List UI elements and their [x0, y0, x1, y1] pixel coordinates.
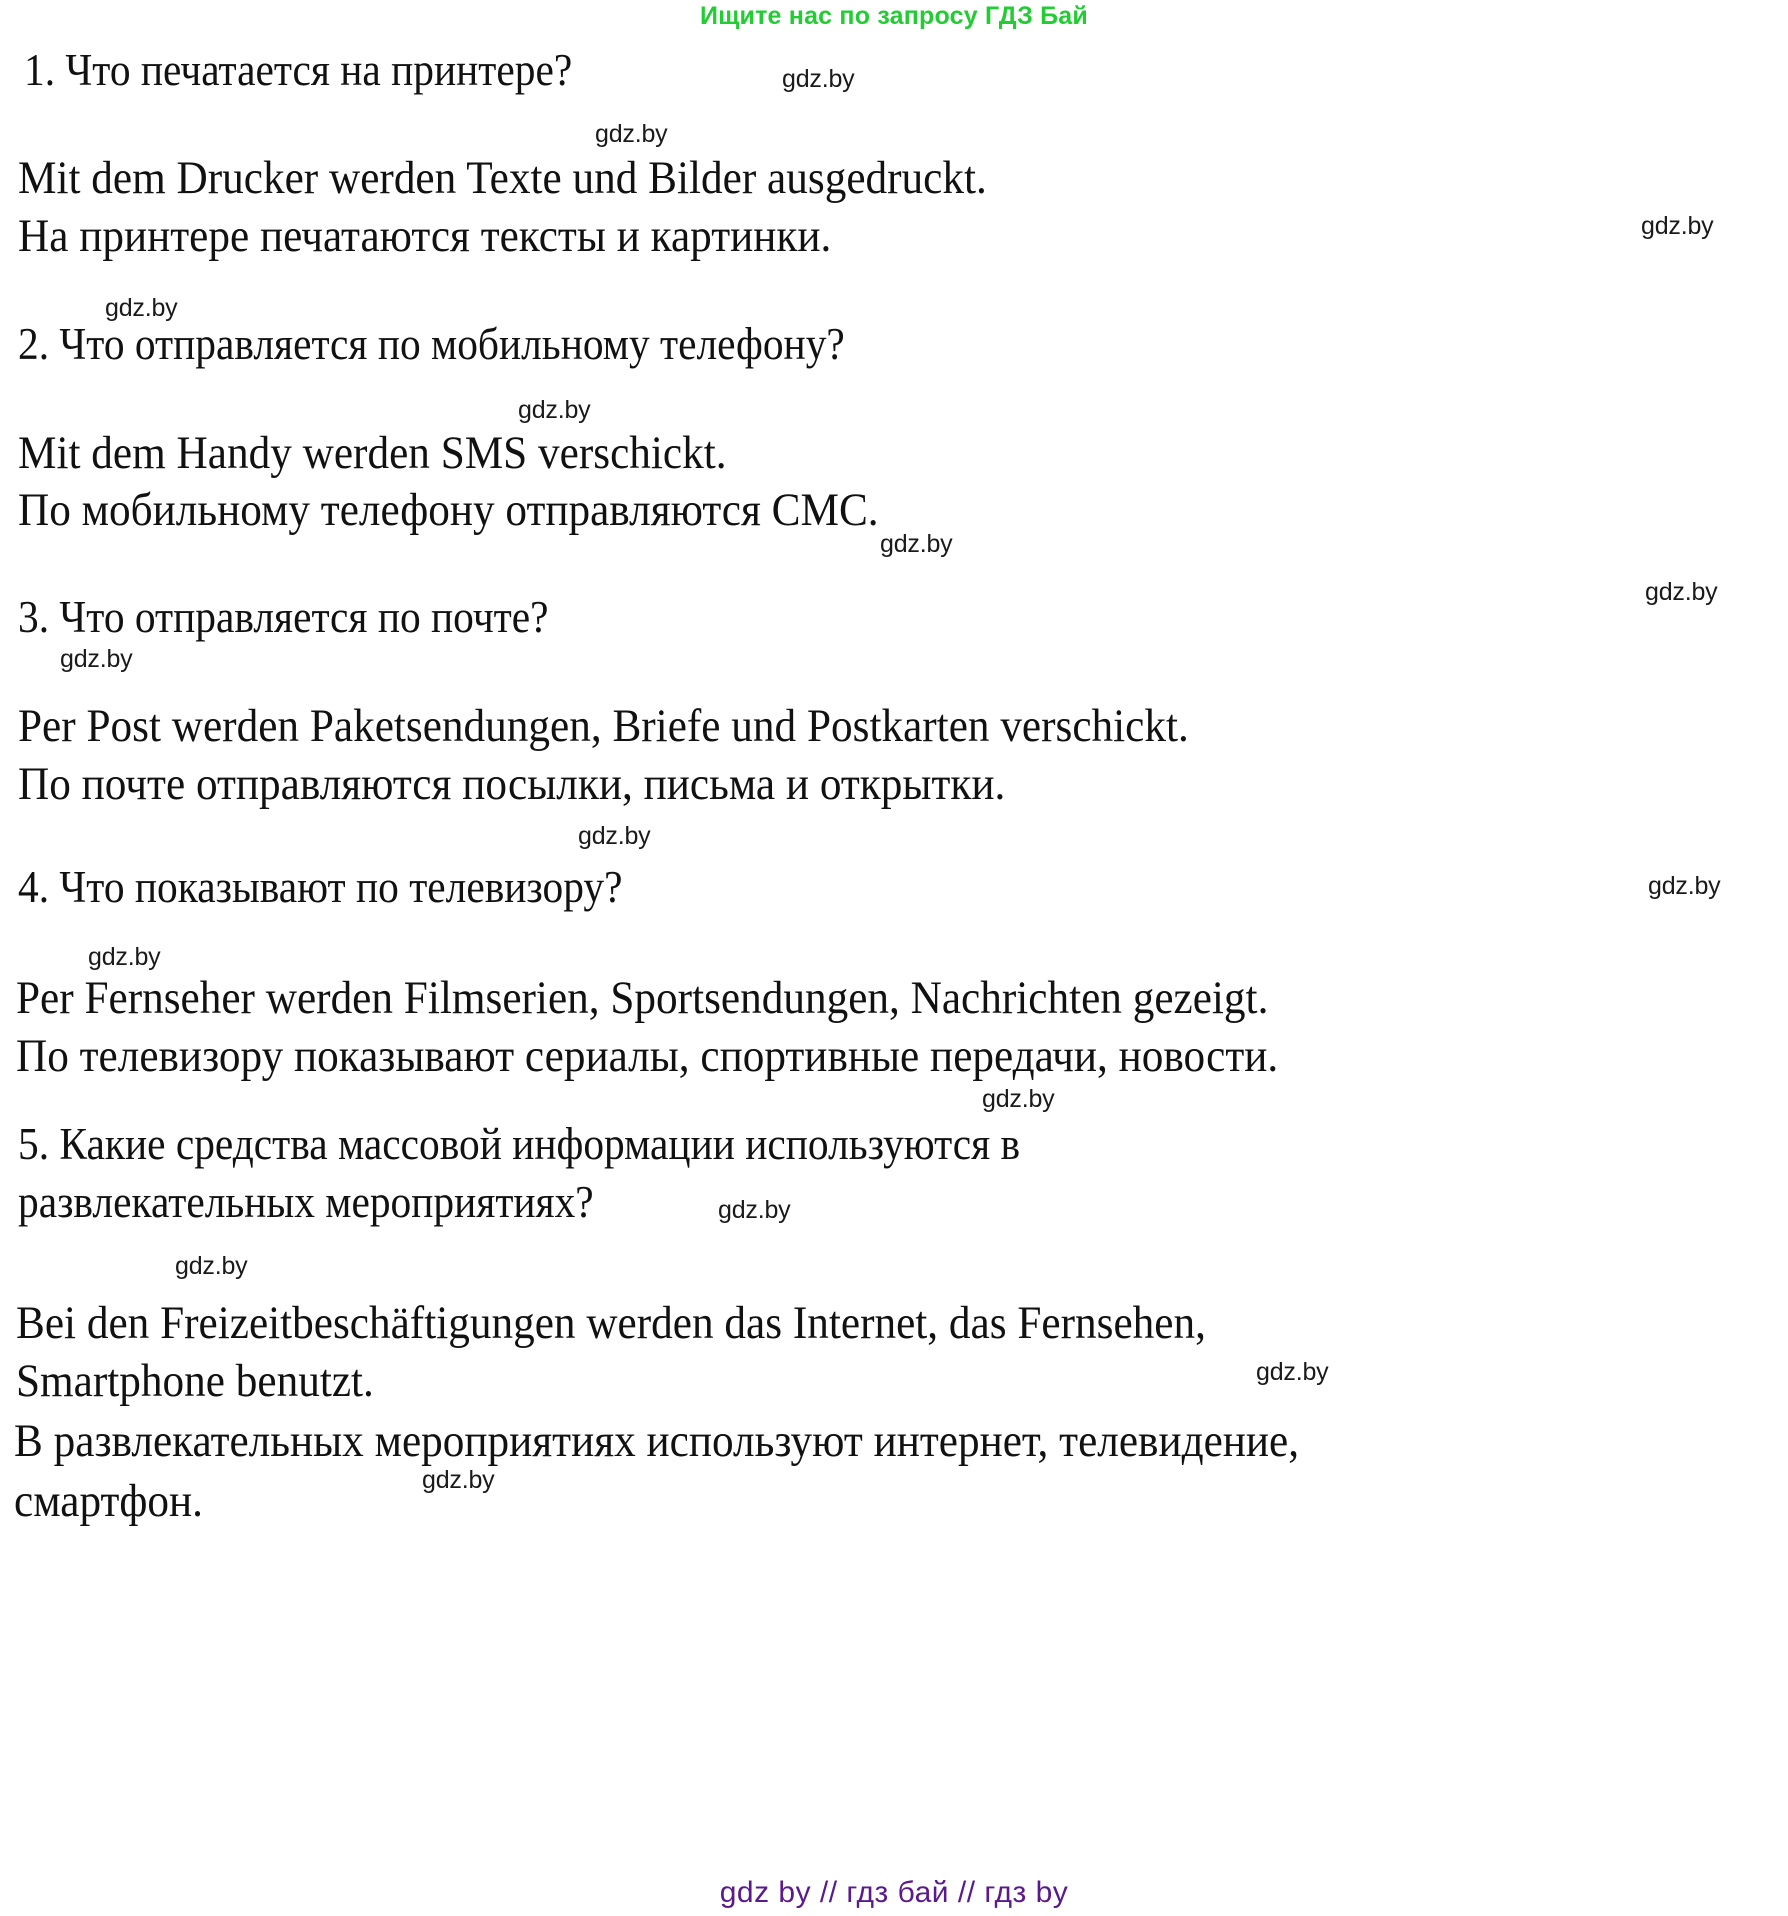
question-3: 3. Что отправляется по почте?	[18, 592, 549, 642]
answer-1-ru: На принтере печатаются тексты и картинки.	[18, 210, 832, 262]
question-5-line-2: развлекательных мероприятиях?	[18, 1177, 594, 1227]
answer-2-de: Mit dem Handy werden SMS verschickt.	[18, 427, 727, 479]
watermark-gdz-by: gdz.by	[88, 943, 161, 971]
answer-3-de: Per Post werden Paketsendungen, Briefe und Postkarten verschickt.	[18, 700, 1189, 752]
answer-4-ru: По телевизору показывают сериалы, спортивные передачи, новости.	[16, 1030, 1279, 1082]
answer-4-de: Per Fernseher werden Filmserien, Sportsendungen, Nachrichten gezeigt.	[16, 972, 1269, 1024]
watermark-gdz-by: gdz.by	[782, 65, 855, 93]
answer-2-ru: По мобильному телефону отправляются СМС.	[18, 484, 879, 536]
watermark-gdz-by: gdz.by	[1648, 872, 1721, 900]
answer-5-ru-line-1: В развлекательных мероприятиях используют интернет, телевидение,	[14, 1415, 1300, 1467]
question-4: 4. Что показывают по телевизору?	[18, 862, 623, 912]
watermark-gdz-by: gdz.by	[1256, 1358, 1329, 1386]
watermark-gdz-by: gdz.by	[60, 645, 133, 673]
watermark-gdz-by: gdz.by	[175, 1252, 248, 1280]
answer-1-de: Mit dem Drucker werden Texte und Bilder ausgedruckt.	[18, 152, 987, 204]
answer-3-ru: По почте отправляются посылки, письма и открытки.	[18, 758, 1006, 810]
promo-banner-bottom: gdz by // гдз бай // гдз by	[719, 1876, 1069, 1909]
watermark-gdz-by: gdz.by	[718, 1196, 791, 1224]
watermark-gdz-by: gdz.by	[422, 1466, 495, 1494]
watermark-gdz-by: gdz.by	[105, 294, 178, 322]
answer-5-de-line-1: Bei den Freizeitbeschäftigungen werden das Internet, das Fernsehen,	[16, 1297, 1206, 1349]
watermark-gdz-by: gdz.by	[1645, 578, 1718, 606]
watermark-gdz-by: gdz.by	[595, 120, 668, 148]
answer-5-ru-line-2: смартфон.	[14, 1475, 203, 1527]
question-1: 1. Что печатается на принтере?	[24, 45, 573, 95]
watermark-gdz-by: gdz.by	[518, 396, 591, 424]
question-2: 2. Что отправляется по мобильному телефону?	[18, 319, 845, 369]
promo-banner-top: Ищите нас по запросу ГДЗ Бай	[700, 2, 1088, 30]
watermark-gdz-by: gdz.by	[880, 530, 953, 558]
question-5-line-1: 5. Какие средства массовой информации используются в	[18, 1119, 1021, 1169]
watermark-gdz-by: gdz.by	[982, 1085, 1055, 1113]
watermark-gdz-by: gdz.by	[1641, 212, 1714, 240]
answer-5-de-line-2: Smartphone benutzt.	[16, 1355, 374, 1407]
watermark-gdz-by: gdz.by	[578, 822, 651, 850]
